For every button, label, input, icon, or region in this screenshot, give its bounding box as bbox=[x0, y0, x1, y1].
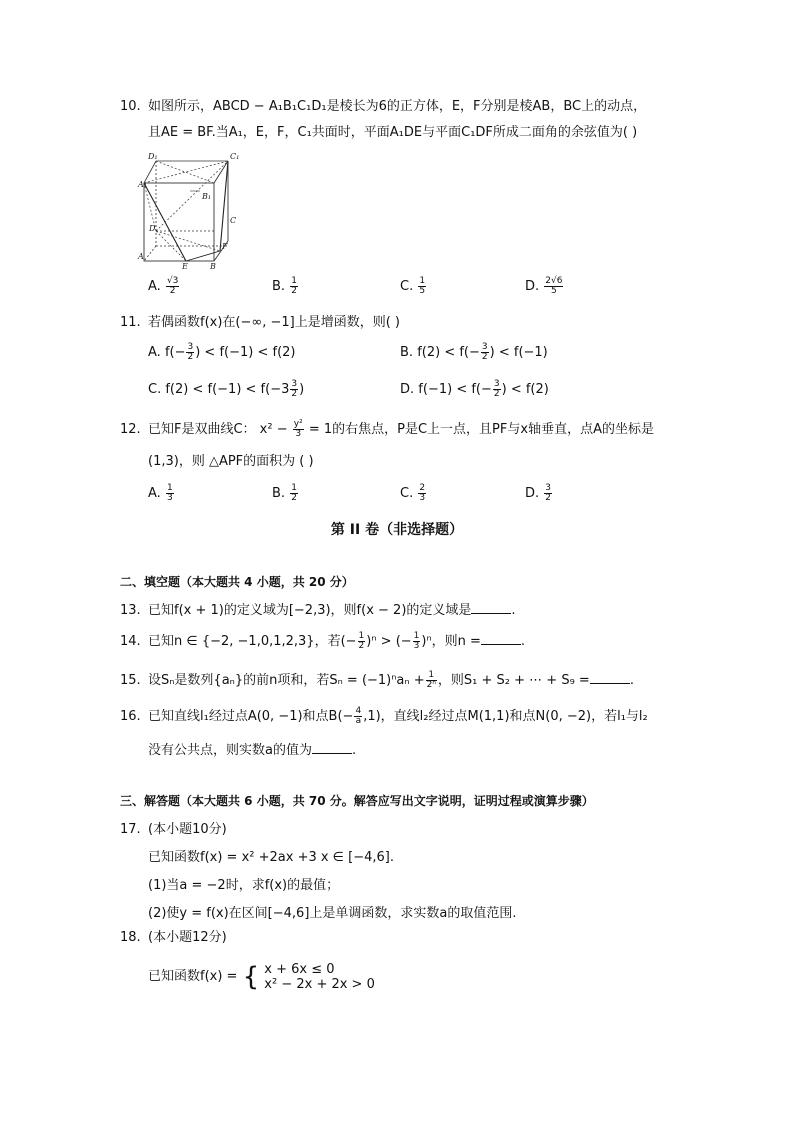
option-b[interactable]: B. f(2) < f(− $\frac{3}{2}$ ) < f(−1) bbox=[400, 342, 548, 362]
question-number: 12. bbox=[120, 422, 141, 437]
option-fraction: $\frac{√3}{2}$ bbox=[166, 276, 179, 296]
answer-blank[interactable] bbox=[481, 632, 521, 645]
question-12 bbox=[120, 420, 680, 510]
question-15 bbox=[120, 671, 680, 693]
question-text: 已知f(x + 1)的定义域为[−2,3)，则f(x − 2)的定义域是 . bbox=[148, 603, 516, 618]
option-d[interactable]: D. $\frac{3}{2}$ bbox=[525, 483, 552, 503]
question-score: (本小题10分) bbox=[148, 822, 227, 837]
option-d[interactable] bbox=[525, 277, 564, 297]
question-text-line2: 且AE = BF.当A₁，E，F，C₁共面时，平面A₁DE与平面C₁DF所成二面角的余弦值为( ) bbox=[148, 125, 638, 140]
question-11 bbox=[120, 313, 680, 403]
label-B1: B₁ bbox=[202, 192, 212, 201]
option-d[interactable]: D. f(−1) < f(− $\frac{3}{2}$ ) < f(2) bbox=[400, 379, 549, 399]
label-C: C bbox=[230, 216, 237, 225]
question-part-1: (1)当a = −2时，求f(x)的最值； bbox=[148, 878, 340, 893]
question-number: 11. bbox=[120, 315, 141, 330]
question-10 bbox=[120, 97, 680, 296]
option-a[interactable] bbox=[148, 277, 180, 297]
part-2-title: 第 II 卷（非选择题） bbox=[330, 522, 464, 538]
question-17 bbox=[120, 820, 680, 930]
option-b[interactable]: B. $\frac{1}{2}$ bbox=[272, 483, 297, 503]
option-fraction: $\frac{1}{5}$ bbox=[419, 276, 426, 296]
label-A1: A₁ bbox=[138, 180, 147, 189]
question-number: 15. bbox=[120, 673, 141, 688]
question-number: 17. bbox=[120, 822, 141, 837]
option-c[interactable]: C. $\frac{2}{3}$ bbox=[400, 483, 426, 503]
label-D1: D₁ bbox=[148, 152, 158, 161]
option-fraction: $\frac{1}{2}$ bbox=[291, 276, 297, 296]
section-solutions: 三、解答题（本大题共 6 小题，共 70 分。解答应写出文字说明，证明过程或演算步骤） bbox=[120, 794, 594, 808]
option-label: D. bbox=[525, 279, 540, 294]
option-fraction: $\frac{2√6}{5}$ bbox=[545, 276, 563, 296]
question-text: 设Sₙ是数列{aₙ}的前n项和，若Sₙ = (−1)ⁿaₙ + $\frac{1}{\text{2ⁿ}}$ ，则S₁ + S₂ + ⋯ + S₉ = . bbox=[148, 670, 634, 690]
option-a[interactable]: A. f(− $\frac{3}{2}$ ) < f(−1) < f(2) bbox=[148, 342, 296, 362]
question-text: 已知n ∈ {−2, −1,0,1,2,3}，若(− $\frac{1}{2}$ )ⁿ > (− $\frac{1}{3}$ )ⁿ，则n = . bbox=[148, 631, 526, 651]
question-stem: 已知函数f(x) = x² +2ax +3 x ∈ [−4,6]. bbox=[148, 850, 394, 865]
option-c[interactable] bbox=[400, 277, 427, 297]
question-number: 13. bbox=[120, 603, 141, 618]
option-label: C. bbox=[400, 279, 414, 294]
piecewise-cases: x + 6x ≤ 0 x² − 2x + 2x > 0 bbox=[264, 962, 375, 992]
cube-figure bbox=[138, 151, 252, 271]
option-b[interactable] bbox=[272, 277, 299, 297]
question-text-line1: 已知直线l₁经过点A(0, −1)和点B(− $\frac{4}{a}$ ,1)，直线l₂经过点M(1,1)和点N(0, −2)，若l₁与l₂ bbox=[148, 706, 648, 726]
section-fill-in: 二、填空题（本大题共 4 小题，共 20 分） bbox=[120, 575, 354, 589]
question-number: 16. bbox=[120, 709, 141, 724]
question-score: (本小题12分) bbox=[148, 930, 227, 945]
label-B: B bbox=[210, 262, 216, 271]
label-A: A bbox=[138, 252, 144, 261]
option-label: B. bbox=[272, 279, 286, 294]
question-part-2: (2)使y = f(x)在区间[−4,6]上是单调函数，求实数a的取值范围. bbox=[148, 906, 517, 921]
piecewise-function: 已知函数f(x) = { x + 6x ≤ 0 x² − 2x + 2x > 0 bbox=[148, 962, 375, 992]
label-C1: C₁ bbox=[230, 152, 240, 161]
question-number: 18. bbox=[120, 930, 141, 945]
answer-blank[interactable] bbox=[312, 741, 352, 754]
question-text: 若偶函数f(x)在(−∞, −1]上是增函数，则( ) bbox=[148, 315, 400, 330]
question-16 bbox=[120, 707, 680, 767]
label-D: D bbox=[149, 224, 156, 233]
question-number: 10. bbox=[120, 99, 141, 114]
question-text-line2: 没有公共点，则实数a的值为 . bbox=[148, 743, 357, 758]
answer-blank[interactable] bbox=[590, 671, 630, 684]
label-E: E bbox=[182, 262, 188, 271]
question-13 bbox=[120, 601, 680, 623]
question-number: 14. bbox=[120, 634, 141, 649]
question-text-line2: (1,3)，则 △APF的面积为 ( ) bbox=[148, 454, 314, 469]
option-label: A. bbox=[148, 279, 161, 294]
option-c[interactable]: C. f(2) < f(−1) < f(−3 $\frac{3}{2}$ ) bbox=[148, 379, 305, 399]
question-text-line1: 如图所示，ABCD − A₁B₁C₁D₁是棱长为6的正方体，E，F分别是棱AB，BC上的动点， bbox=[148, 99, 647, 114]
brace: { bbox=[242, 962, 260, 992]
option-a[interactable]: A. $\frac{1}{3}$ bbox=[148, 483, 173, 503]
answer-blank[interactable] bbox=[471, 601, 511, 614]
question-14 bbox=[120, 632, 680, 654]
question-text-line1: 已知F是双曲线C： x² − $\frac{\text{y²}}{3}$ = 1的右焦点，P是C上一点，且PF与x轴垂直，点A的坐标是 bbox=[148, 419, 654, 439]
question-18 bbox=[120, 928, 680, 992]
label-F: F bbox=[222, 242, 228, 251]
